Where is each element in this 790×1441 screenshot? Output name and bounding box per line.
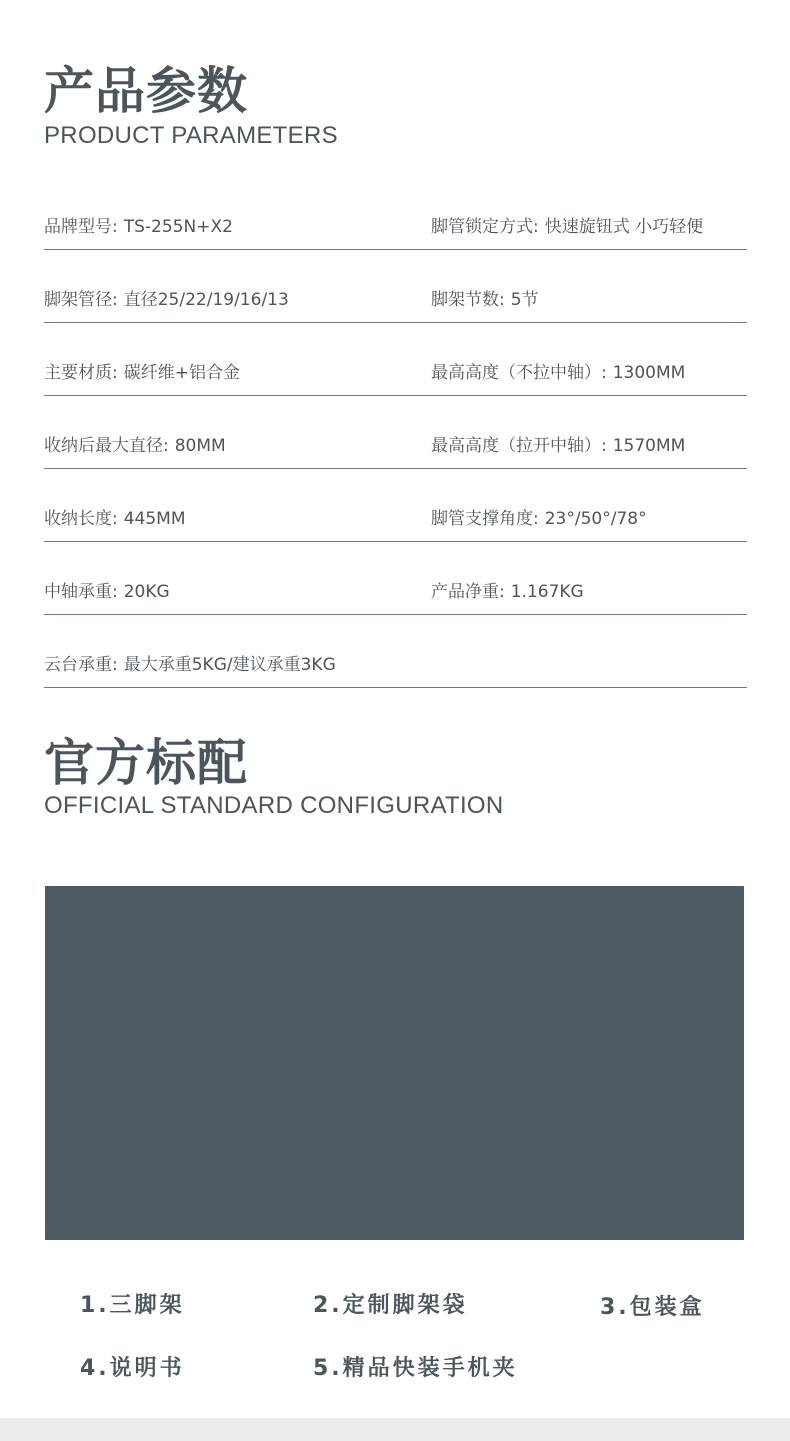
param-row bbox=[44, 396, 747, 469]
parameters-subtitle: PRODUCT PARAMETERS bbox=[44, 122, 338, 149]
param-label: 品牌型号: bbox=[44, 217, 118, 237]
param-brand-model bbox=[44, 212, 233, 237]
param-value: 23°/50°/78° bbox=[544, 509, 647, 529]
param-label: 脚架管径: bbox=[44, 290, 118, 310]
param-label: 收纳长度: bbox=[44, 509, 118, 529]
param-label: 产品净重: bbox=[431, 582, 505, 602]
param-material bbox=[44, 358, 240, 383]
param-sections bbox=[431, 285, 539, 310]
param-label: 中轴承重: bbox=[44, 582, 118, 602]
config-item-bag: 2.定制脚架袋 bbox=[313, 1293, 468, 1318]
param-value: 5节 bbox=[510, 290, 539, 310]
param-row bbox=[44, 196, 747, 250]
param-value: 80MM bbox=[174, 436, 226, 456]
param-row bbox=[44, 250, 747, 323]
param-label: 脚架节数: bbox=[431, 290, 505, 310]
config-item-box: 3.包装盒 bbox=[600, 1295, 705, 1320]
param-net-weight bbox=[431, 577, 584, 602]
param-row bbox=[44, 469, 747, 542]
param-row bbox=[44, 542, 747, 615]
param-value: 直径25/22/19/16/13 bbox=[123, 290, 289, 310]
param-value: 最大承重5KG/建议承重3KG bbox=[123, 655, 336, 675]
param-label: 主要材质: bbox=[44, 363, 118, 383]
param-label: 最高高度（拉开中轴）: bbox=[431, 436, 607, 456]
param-center-column-load bbox=[44, 577, 170, 602]
configuration-title: 官方标配 bbox=[44, 734, 248, 792]
parameters-table bbox=[44, 196, 747, 688]
param-label: 云台承重: bbox=[44, 655, 118, 675]
config-item-manual: 4.说明书 bbox=[80, 1356, 185, 1381]
param-value: 1.167KG bbox=[510, 582, 584, 602]
param-label: 脚管锁定方式: bbox=[431, 217, 539, 237]
param-row bbox=[44, 615, 747, 688]
footer-band bbox=[0, 1418, 790, 1441]
param-folded-diameter bbox=[44, 431, 226, 456]
param-value: 20KG bbox=[123, 582, 170, 602]
product-image-placeholder bbox=[45, 886, 744, 1240]
param-value: 445MM bbox=[123, 509, 186, 529]
config-item-phone-clip: 5.精品快装手机夹 bbox=[313, 1356, 518, 1381]
param-leg-lock bbox=[431, 212, 703, 237]
param-label: 最高高度（不拉中轴）: bbox=[431, 363, 607, 383]
parameters-title: 产品参数 bbox=[44, 62, 248, 120]
configuration-subtitle: OFFICIAL STANDARD CONFIGURATION bbox=[44, 792, 504, 819]
param-value: 碳纤维+铝合金 bbox=[123, 363, 240, 383]
param-max-height-closed bbox=[431, 358, 685, 383]
param-max-height-extended bbox=[431, 431, 685, 456]
param-tube-diameter bbox=[44, 285, 289, 310]
param-folded-length bbox=[44, 504, 186, 529]
config-item-tripod: 1.三脚架 bbox=[80, 1293, 185, 1318]
param-value: 1570MM bbox=[612, 436, 686, 456]
param-label: 脚管支撑角度: bbox=[431, 509, 539, 529]
param-value: 快速旋钮式 小巧轻便 bbox=[544, 217, 704, 237]
param-head-load bbox=[44, 650, 336, 675]
param-row bbox=[44, 323, 747, 396]
param-leg-angles bbox=[431, 504, 647, 529]
param-label: 收纳后最大直径: bbox=[44, 436, 169, 456]
param-value: 1300MM bbox=[612, 363, 686, 383]
param-value: TS-255N+X2 bbox=[123, 217, 233, 237]
